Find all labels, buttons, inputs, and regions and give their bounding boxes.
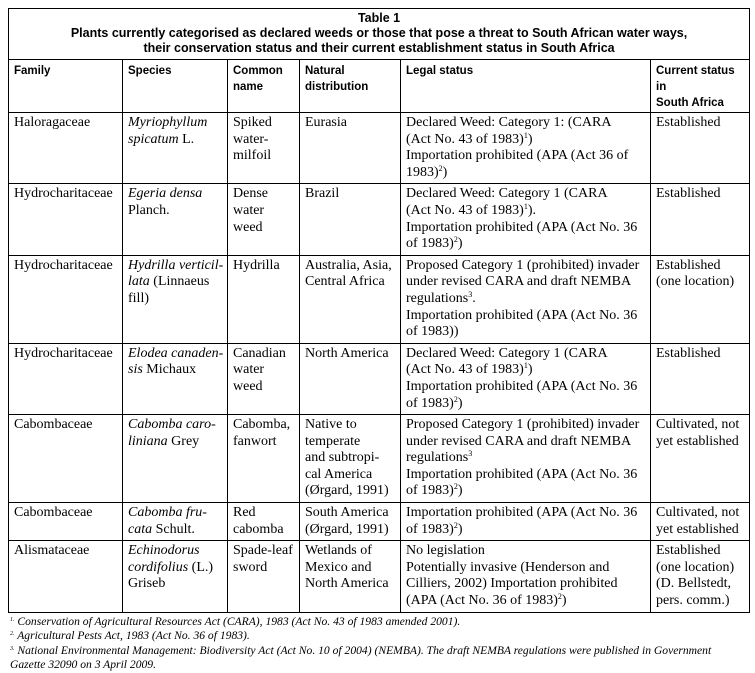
cell-text: Mexico and xyxy=(305,559,372,575)
cell-text: L. xyxy=(178,131,195,147)
cell-text: under revised CARA and draft NEMBA xyxy=(406,433,632,449)
cell-text: (APA (Act No. 36 of 1983) xyxy=(406,593,558,609)
cell-natural-distribution xyxy=(300,255,401,343)
cell-text: (Linnaeus xyxy=(149,274,210,290)
cell-text: Importation prohibited (APA (Act No. 36 xyxy=(406,307,638,323)
cell-text: South America xyxy=(305,505,389,521)
cell-legal-status xyxy=(401,113,651,184)
cell-text: regulations xyxy=(406,450,469,466)
header-natural-distribution xyxy=(300,60,401,113)
cell-text: ) xyxy=(527,362,533,378)
footnote-text: Agricultural Pests Act, 1983 (Act No. 36 of 1983). xyxy=(14,629,250,643)
table-row xyxy=(9,415,750,503)
cell-current-status xyxy=(651,184,750,255)
cell-text: under revised CARA and draft NEMBA xyxy=(406,274,632,290)
header-family: Family xyxy=(9,60,123,113)
cell-text: sword xyxy=(233,559,268,575)
species-name-italic: Echinodorus xyxy=(128,543,200,559)
cell-text: Proposed Category 1 (prohibited) invader xyxy=(406,257,640,273)
cell-text: of 1983) xyxy=(406,236,454,252)
cell-text: Wetlands of xyxy=(305,543,372,559)
header-text: South Africa xyxy=(656,97,724,109)
cell-text: ) xyxy=(527,131,533,147)
cell-text: Grey xyxy=(167,433,200,449)
footnote-ref: 2 xyxy=(453,482,458,492)
table-caption-line-1: Plants currently categorised as declared weeds or those that pose a threat to South African water ways, xyxy=(70,26,688,40)
cell-legal-status xyxy=(401,541,651,612)
header-text: Common xyxy=(233,65,283,77)
cell-text: water- xyxy=(233,131,269,147)
cell-text: Eurasia xyxy=(305,115,347,130)
cell-text: (D. Bellstedt, xyxy=(656,576,732,592)
footnote-1 xyxy=(8,615,749,630)
cell-text: cal America xyxy=(305,466,373,482)
cell-text: (one location) xyxy=(656,559,735,575)
cell-text: (Act No. 43 of 1983) xyxy=(406,362,524,378)
footnote-ref: 3 xyxy=(468,449,473,459)
footnote-2 xyxy=(8,629,749,644)
cell-text: 1983) xyxy=(406,164,439,180)
cell-text: Cabombaceae xyxy=(14,505,93,521)
cell-legal-status xyxy=(401,503,651,541)
cell-text: pers. comm.) xyxy=(656,593,730,609)
cell-text: Declared Weed: Category 1: (CARA xyxy=(406,115,612,130)
cell-text: Michaux xyxy=(142,362,197,378)
cell-text: Hydrocharitaceae xyxy=(14,186,113,202)
cell-legal-status xyxy=(401,255,651,343)
cell-text: Red xyxy=(233,505,256,521)
footnote-3 xyxy=(8,644,749,673)
header-text: name xyxy=(233,81,264,93)
footnote-ref: 1 xyxy=(523,361,528,371)
cell-text: weed xyxy=(233,219,263,235)
cell-text: Established xyxy=(656,345,721,361)
species-name-italic: Myriophyllum xyxy=(128,115,208,130)
cell-text: (Act No. 43 of 1983) xyxy=(406,202,524,218)
cell-legal-status xyxy=(401,415,651,503)
cell-text: and subtropi- xyxy=(305,450,380,466)
cell-text: Importation prohibited (APA (Act No. 36 xyxy=(406,466,638,482)
cell-text: Spade-leaf xyxy=(233,543,293,559)
cell-common-name xyxy=(228,113,300,184)
header-text: Species xyxy=(128,65,172,77)
table-row xyxy=(9,541,750,612)
cell-text: yet established xyxy=(656,521,739,537)
table-number: Table 1 xyxy=(357,11,401,25)
cell-common-name xyxy=(228,343,300,414)
cell-text: Planch. xyxy=(128,202,170,218)
cell-text: Canadian xyxy=(233,345,286,361)
cell-text: Importation prohibited (APA (Act No. 36 xyxy=(406,505,638,521)
cell-text: (Ørgard, 1991) xyxy=(305,483,389,499)
title-row xyxy=(9,9,750,60)
cell-text: ) xyxy=(442,164,448,180)
cell-text: Brazil xyxy=(305,186,340,202)
cell-text: North America xyxy=(305,345,389,361)
cell-text: (Ørgard, 1991) xyxy=(305,521,389,537)
cell-text: regulations xyxy=(406,290,469,306)
species-name-italic: sis xyxy=(128,362,143,378)
cell-text: water xyxy=(233,362,265,378)
table-row xyxy=(9,255,750,343)
cell-current-status xyxy=(651,415,750,503)
cell-text: ) xyxy=(457,521,463,537)
cell-text: Spiked xyxy=(233,115,272,130)
species-name-italic: cata xyxy=(128,521,153,537)
footnote-text: National Environmental Management: Biodiversity Act (Act No. 10 of 2004) (NEMBA). The draft NEMBA regulations were published in Government Gazette 32090 on 3 April 2009. xyxy=(10,643,712,672)
cell-current-status xyxy=(651,255,750,343)
cell-text: Established xyxy=(656,115,721,130)
cell-species xyxy=(123,503,228,541)
cell-text: ) xyxy=(457,236,463,252)
header-current-status xyxy=(651,60,750,113)
cell-text: fanwort xyxy=(233,433,277,449)
cell-text: No legislation xyxy=(406,543,485,559)
cell-natural-distribution xyxy=(300,113,401,184)
species-name-italic: Cabomba caro- xyxy=(128,417,216,433)
cell-text: water xyxy=(233,202,265,218)
cell-family xyxy=(9,113,123,184)
cell-species xyxy=(123,343,228,414)
cell-natural-distribution xyxy=(300,184,401,255)
cell-text: (Act No. 43 of 1983) xyxy=(406,131,524,147)
header-common-name xyxy=(228,60,300,113)
weeds-table xyxy=(8,8,750,613)
cell-text: Cilliers, 2002) Importation prohibited xyxy=(406,576,618,592)
cell-text: Established xyxy=(656,543,721,559)
cell-text: Haloragaceae xyxy=(14,115,91,130)
cell-common-name xyxy=(228,415,300,503)
cell-text: fill) xyxy=(128,290,149,306)
table-body xyxy=(9,113,750,613)
header-text: distribution xyxy=(305,81,369,93)
header-text: Legal status xyxy=(406,65,474,77)
species-name-italic: liniana xyxy=(128,433,168,449)
cell-text: (one location) xyxy=(656,274,735,290)
footnotes xyxy=(8,615,749,673)
header-text: Natural xyxy=(305,65,345,77)
cell-natural-distribution xyxy=(300,415,401,503)
table-caption-line-2: their conservation status and their current establishment status in South Africa xyxy=(143,41,615,55)
species-name-italic: spicatum xyxy=(128,131,179,147)
cell-text: Cultivated, not xyxy=(656,505,740,521)
table-row xyxy=(9,503,750,541)
cell-common-name xyxy=(228,541,300,612)
footnote-ref: 2 xyxy=(557,592,562,602)
footnote-ref: 2 xyxy=(453,520,458,530)
cell-common-name xyxy=(228,255,300,343)
cell-common-name xyxy=(228,503,300,541)
footnote-ref: 3 xyxy=(468,289,473,299)
footnote-number: 1. xyxy=(10,616,15,623)
cell-family xyxy=(9,503,123,541)
cell-family xyxy=(9,255,123,343)
cell-species xyxy=(123,184,228,255)
cell-text: Dense xyxy=(233,186,268,202)
cell-species xyxy=(123,255,228,343)
cell-species xyxy=(123,415,228,503)
footnote-number: 2. xyxy=(10,631,15,638)
cell-text: Declared Weed: Category 1 (CARA xyxy=(406,186,608,202)
cell-natural-distribution xyxy=(300,503,401,541)
cell-legal-status xyxy=(401,184,651,255)
header-legal-status xyxy=(401,60,651,113)
cell-current-status xyxy=(651,343,750,414)
cell-species xyxy=(123,541,228,612)
cell-text: of 1983) xyxy=(406,395,454,411)
cell-text: Importation prohibited (APA (Act 36 of xyxy=(406,148,629,164)
cell-text: Hydrilla xyxy=(233,257,280,273)
cell-text: Cultivated, not xyxy=(656,417,740,433)
header-species xyxy=(123,60,228,113)
cell-text: yet established xyxy=(656,433,739,449)
species-name-italic: Hydrilla verticil- xyxy=(128,257,224,273)
cell-text: milfoil xyxy=(233,148,272,164)
header-row xyxy=(9,60,750,113)
cell-common-name xyxy=(228,184,300,255)
cell-text: ) xyxy=(457,395,463,411)
cell-family xyxy=(9,415,123,503)
footnote-number: 3. xyxy=(10,645,15,652)
cell-text: ). xyxy=(527,202,536,218)
cell-text: Australia, Asia, xyxy=(305,257,392,273)
cell-text: Importation prohibited (APA (Act No. 36 xyxy=(406,219,638,235)
cell-text: Proposed Category 1 (prohibited) invader xyxy=(406,417,640,433)
footnote-text: Conservation of Agricultural Resources Act (CARA), 1983 (Act No. 43 of 1983 amended 2001). xyxy=(14,614,461,628)
footnote-ref: 2 xyxy=(453,235,458,245)
footnote-ref: 1 xyxy=(523,130,528,140)
cell-text: Hydrocharitaceae xyxy=(14,345,113,361)
header-text: Current status in xyxy=(656,65,735,93)
cell-natural-distribution xyxy=(300,541,401,612)
cell-text: Cabombaceae xyxy=(14,417,93,433)
cell-text: Cabomba, xyxy=(233,417,291,433)
cell-text: of 1983) xyxy=(406,483,454,499)
species-name-italic: Elodea canaden- xyxy=(128,345,224,361)
table-row xyxy=(9,113,750,184)
cell-text: Potentially invasive (Henderson and xyxy=(406,559,610,575)
footnote-ref: 2 xyxy=(453,394,458,404)
cell-text: Established xyxy=(656,186,721,202)
cell-text: Central Africa xyxy=(305,274,385,290)
cell-text: of 1983)) xyxy=(406,324,459,340)
cell-species xyxy=(123,113,228,184)
cell-text: North America xyxy=(305,576,389,592)
cell-text: Importation prohibited (APA (Act No. 36 xyxy=(406,378,638,394)
footnote-ref: 2 xyxy=(438,163,443,173)
cell-text: ) xyxy=(561,593,567,609)
cell-family xyxy=(9,541,123,612)
cell-current-status xyxy=(651,541,750,612)
table-title xyxy=(9,9,750,60)
cell-text: Declared Weed: Category 1 (CARA xyxy=(406,345,608,361)
cell-text: Hydrocharitaceae xyxy=(14,257,113,273)
table-row xyxy=(9,184,750,255)
species-name-italic: lata xyxy=(128,274,150,290)
footnote-ref: 1 xyxy=(523,201,528,211)
species-name-italic: cordifolius xyxy=(128,559,189,575)
cell-current-status xyxy=(651,503,750,541)
cell-family xyxy=(9,184,123,255)
cell-text: (L.) xyxy=(188,559,214,575)
cell-text: Schult. xyxy=(152,521,195,537)
cell-text: ) xyxy=(457,483,463,499)
table-row xyxy=(9,343,750,414)
cell-legal-status xyxy=(401,343,651,414)
cell-text: temperate xyxy=(305,433,361,449)
cell-natural-distribution xyxy=(300,343,401,414)
species-name-italic: Egeria densa xyxy=(128,186,203,202)
cell-text: cabomba xyxy=(233,521,284,537)
cell-text: Native to xyxy=(305,417,357,433)
cell-text: weed xyxy=(233,378,263,394)
document xyxy=(8,8,749,673)
cell-current-status xyxy=(651,113,750,184)
cell-family xyxy=(9,343,123,414)
cell-text: Established xyxy=(656,257,721,273)
species-name-italic: Cabomba fru- xyxy=(128,505,207,521)
cell-text: Griseb xyxy=(128,576,166,592)
cell-text: Alismataceae xyxy=(14,543,90,559)
cell-text: of 1983) xyxy=(406,521,454,537)
cell-text: . xyxy=(472,290,476,306)
